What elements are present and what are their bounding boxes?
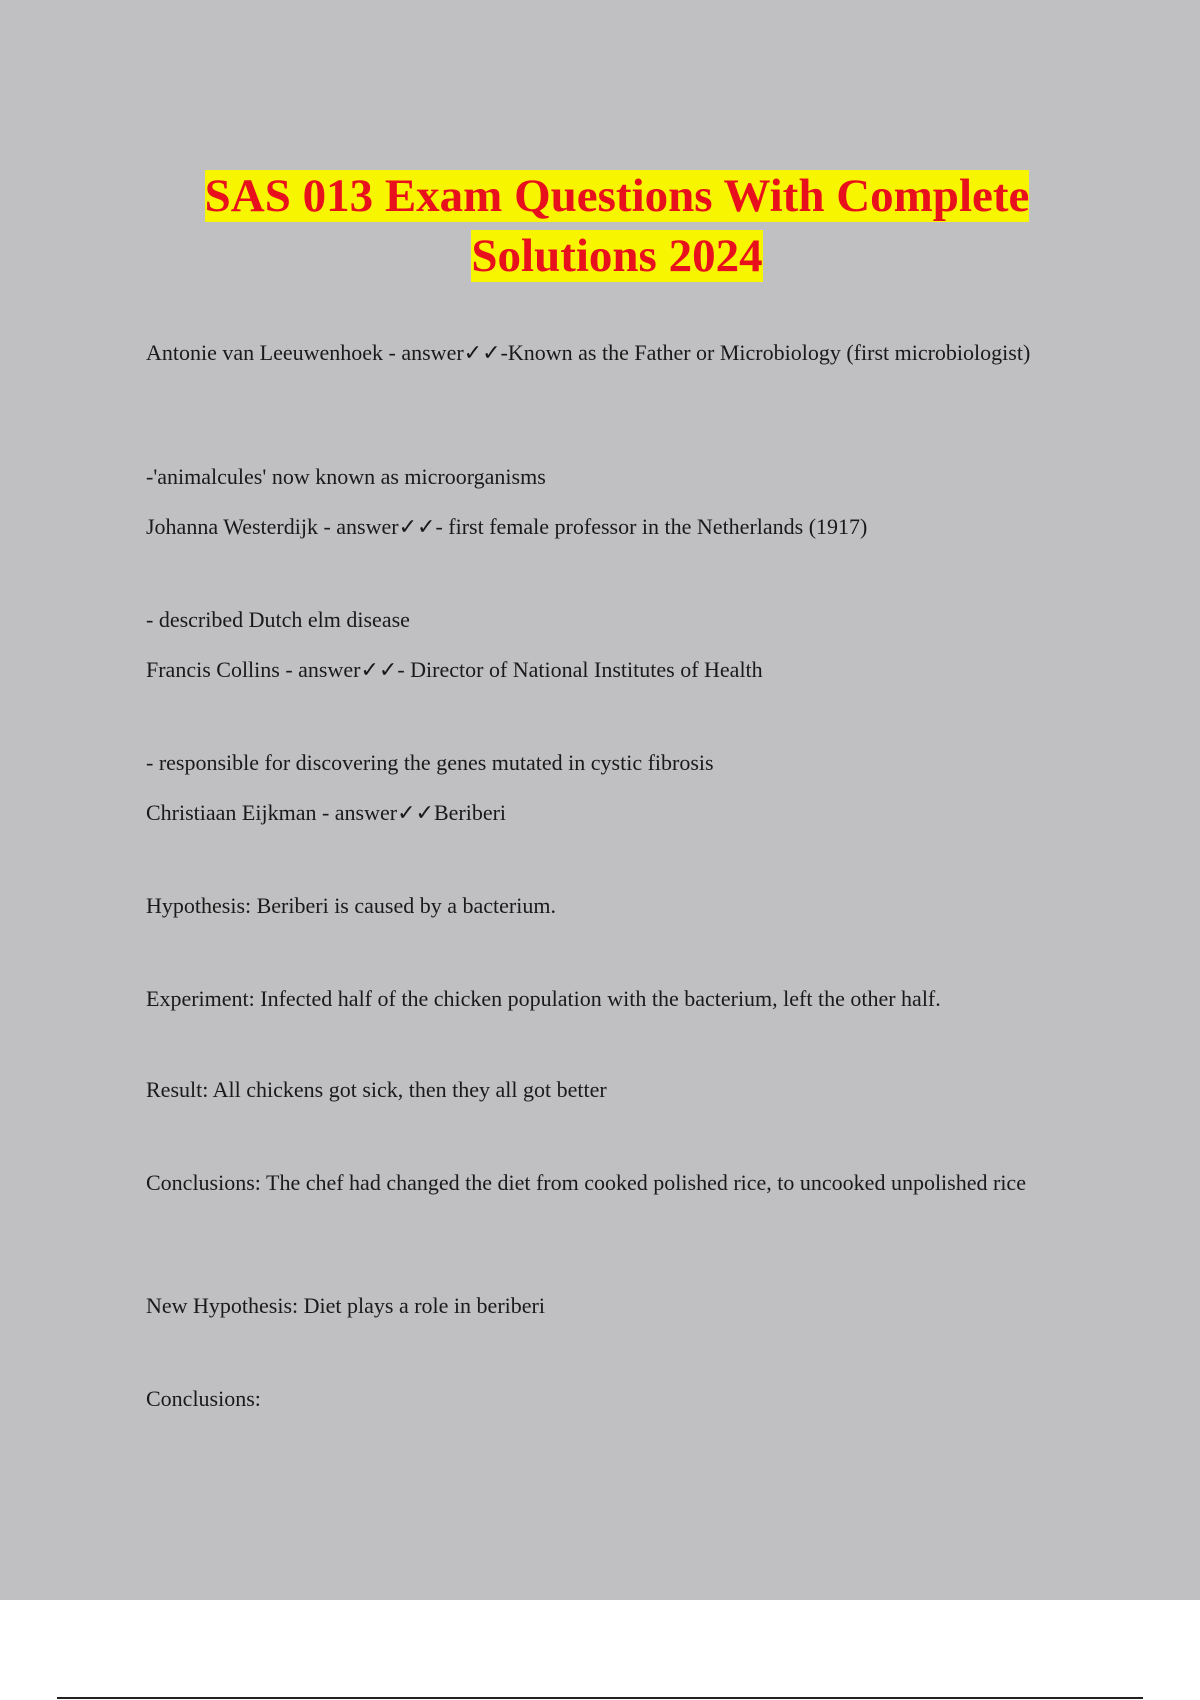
- title-line-1: SAS 013 Exam Questions With Complete: [204, 170, 1030, 222]
- paragraph-experiment: Experiment: Infected half of the chicken population with the bacterium, left the other half.: [146, 986, 941, 1011]
- paragraph-hypothesis: Hypothesis: Beriberi is caused by a bacterium.: [146, 893, 556, 918]
- paragraph-collins: Francis Collins - answer✓✓- Director of National Institutes of Health: [146, 657, 763, 682]
- footer-divider: [57, 1697, 1143, 1699]
- paragraph-result: Result: All chickens got sick, then they all got better: [146, 1077, 607, 1102]
- paragraph-westerdijk: Johanna Westerdijk - answer✓✓- first female professor in the Netherlands (1917): [146, 514, 868, 539]
- paragraph-animalcules: -'animalcules' now known as microorganisms: [146, 464, 546, 489]
- paragraph-eijkman: Christiaan Eijkman - answer✓✓Beriberi: [146, 800, 507, 825]
- paragraph-cystic-fibrosis: - responsible for discovering the genes mutated in cystic fibrosis: [146, 750, 714, 775]
- paragraph-leeuwenhoek: Antonie van Leeuwenhoek - answer✓✓-Known as the Father or Microbiology (first microbiologist): [146, 340, 1031, 365]
- document-title: [0, 166, 1200, 286]
- paragraph-dutch-elm: - described Dutch elm disease: [146, 607, 410, 632]
- paragraph-conclusions: Conclusions: The chef had changed the diet from cooked polished rice, to uncooked unpolished rice: [146, 1170, 1026, 1195]
- paragraph-new-hypothesis: New Hypothesis: Diet plays a role in beriberi: [146, 1293, 545, 1318]
- paragraph-conclusions-final: Conclusions:: [146, 1386, 261, 1411]
- title-line-2: Solutions 2024: [471, 230, 763, 282]
